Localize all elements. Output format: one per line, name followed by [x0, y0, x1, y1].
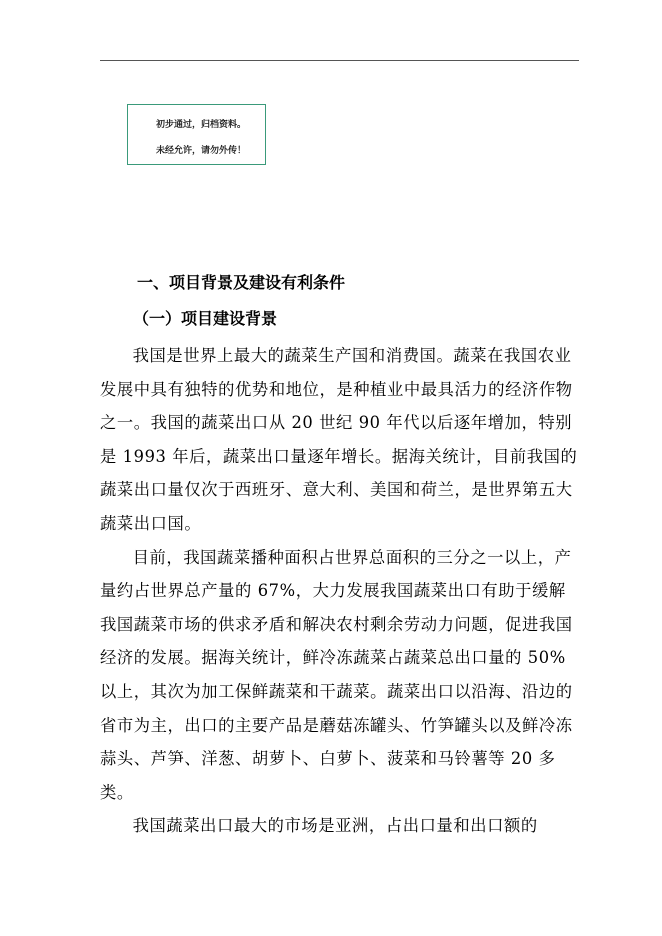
stamp-line-1: 初步通过，归档资料。 — [156, 120, 247, 130]
document-body — [100, 339, 582, 843]
stamp-box — [127, 104, 266, 165]
paragraph: 我国蔬菜出口最大的市场是亚洲，占出口量和出口额的 — [132, 816, 538, 836]
paragraph: 我国是世界上最大的蔬菜生产国和消费国。蔬菜在我国农业发展中具有独特的优势和地位，是种植业中最具活力的经济作物之一。我国的蔬菜出口从 20 世纪 90 年代以后逐年增加，特别是 1993 年后，蔬菜出口量逐年增长。据海关统计，目前我国的蔬菜出口量仅次于西班牙、意大利、美国和荷兰，是世界第五大蔬菜出口国。 — [100, 346, 578, 533]
section-heading: 一、项目背景及建设有利条件 — [137, 273, 346, 292]
subsection-heading: （一）项目建设背景 — [133, 309, 278, 328]
header-rule — [100, 60, 579, 61]
stamp-line-2: 未经允许，请勿外传！ — [156, 146, 247, 156]
paragraph: 目前，我国蔬菜播种面积占世界总面积的三分之一以上，产量约占世界总产量的 67%，大力发展我国蔬菜出口有助于缓解我国蔬菜市场的供求矛盾和解决农村剩余劳动力问题，促进我国经济的发展。据海关统计，鲜冷冻蔬菜占蔬菜总出口量的 50%以上，其次为加工保鲜蔬菜和干蔬菜。蔬菜出口以沿海、沿边的省市为主，出口的主要产品是蘑菇冻罐头、竹笋罐头以及鲜冷冻蒜头、芦笋、洋葱、胡萝卜、白萝卜、菠菜和马铃薯等 20 多类。 — [100, 547, 573, 802]
